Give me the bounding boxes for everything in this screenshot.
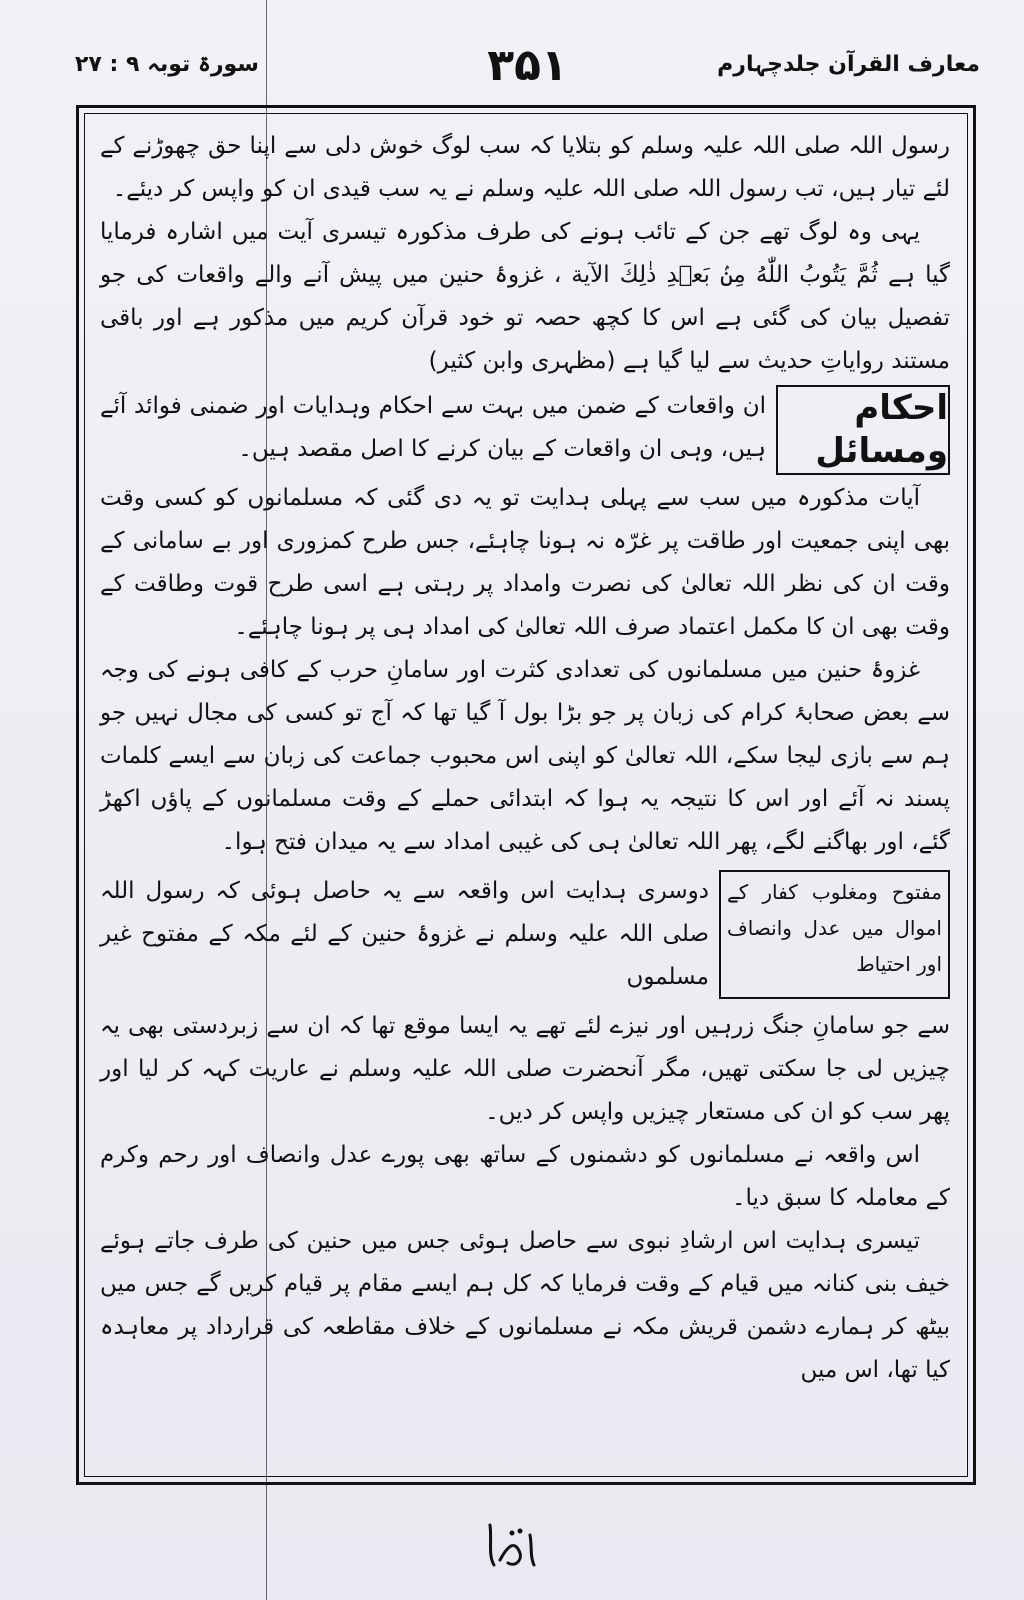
side-note-box: مفتوح ومغلوب کفار کے اموال میں عدل وانصاف اور احتیاط — [719, 870, 950, 999]
page-header — [75, 40, 980, 100]
paragraph-4: غزوۂ حنین میں مسلمانوں کی تعدادی کثرت اور سامانِ حرب کے کافی ہونے کی وجہ سے بعض صحابۂ کرام کی زبان پر جو بڑا بول آ گیا تھا کہ آج تو کسی کی مجال نہیں جو ہم سے بازی لیجا سکے، اللہ تعالیٰ کو اپنی اس محبوب جماعت کی زبان سے ایسے کلمات پسند نہ آئے اور اس کا نتیجہ یہ ہوا کہ ابتدائی حملے کے وقت مسلمانوں کے پاؤں اکھڑ گئے، اور بھاگنے لگے، پھر اللہ تعالیٰ ہی کی غیبی امداد سے یہ میدان فتح ہوا۔ — [100, 657, 950, 855]
paragraph-5: سے جو سامانِ جنگ زرہیں اور نیزے لئے تھے یہ ایسا موقع تھا کہ ان سے زبردستی بھی یہ چیزیں لی جا سکتی تھیں، مگر آنحضرت صلی اللہ علیہ وسلم نے عاریت کہہ کر لیا اور پھر سب کو ان کی مستعار چیزیں واپس کر دیں۔ — [100, 1013, 950, 1125]
main-text — [100, 125, 950, 1392]
page-number: ۳۵۱ — [487, 40, 568, 91]
paragraph-7: تیسری ہدایت اس ارشادِ نبوی سے حاصل ہوئی جس میں حنین کی طرف جاتے ہوئے خیف بنی کنانہ میں قیام کے وقت فرمایا کہ کل ہم ایسے مقام پر قیام کریں گے جس میں بیٹھ کر ہمارے دشمن قریش مکہ نے مسلمانوں کے خلاف مقاطعہ کی قرارداد پر معاہدہ کیا تھا، اس میں — [100, 1228, 950, 1383]
ahkam-section — [100, 385, 950, 475]
ahkam-intro: ان واقعات کے ضمن میں بہت سے احکام وہدایات اور ضمنی فوائد آئے ہیں، وہی ان واقعات کے بیان کرنے کا اصل مقصد ہیں۔ — [100, 393, 766, 462]
paragraph-3: آیات مذکورہ میں سب سے پہلی ہدایت تو یہ دی گئی کہ مسلمانوں کو کسی وقت بھی اپنی جمعیت اور طاقت پر غرّہ نہ ہونا چاہئے، جس طرح کمزوری اور بے سامانی کے وقت ان کی نظر اللہ تعالیٰ کی نصرت وامداد پر رہتی ہے اسی طرح قوت وطاقت کے وقت بھی ان کا مکمل اعتماد صرف اللہ تعالیٰ کی امداد ہی پر ہونا چاہئے۔ — [100, 485, 950, 640]
ahkam-heading: احکام ومسائل — [776, 385, 950, 475]
paragraph-2: یہی وہ لوگ تھے جن کے تائب ہونے کی طرف مذکورہ تیسری آیت میں اشارہ فرمایا گیا ہے ثُمَّ يَتُوبُ اللّٰهُ مِنۢ بَعۡدِ ذٰلِكَ الآية ، غزوۂ حنین میں پیش آنے والے واقعات کی جو تفصیل بیان کی گئی ہے اس کا کچھ حصہ تو خود قرآن کریم میں مذکور ہے اور باقی مستند روایاتِ حدیث سے لیا گیا ہے (مظہری وابن کثیر) — [100, 219, 950, 374]
handwritten-signature — [460, 1515, 560, 1575]
side-note-section — [100, 870, 950, 999]
book-title: معارف القرآن جلدچہارم — [717, 52, 980, 77]
side-note-text: دوسری ہدایت اس واقعہ سے یہ حاصل ہوئی کہ رسول اللہ صلی اللہ علیہ وسلم نے غزوۂ حنین کے لئے مکہ کے مفتوح غیر مسلموں — [100, 878, 709, 990]
paragraph-1: رسول اللہ صلی اللہ علیہ وسلم کو بتلایا کہ سب لوگ خوش دلی سے اپنا حق چھوڑنے کے لئے تیار ہیں، تب رسول اللہ صلی اللہ علیہ وسلم نے یہ سب قیدی ان کو واپس کر دیئے۔ — [100, 133, 950, 202]
paragraph-6: اس واقعہ نے مسلمانوں کو دشمنوں کے ساتھ بھی پورے عدل وانصاف اور رحم وکرم کے معاملہ کا سبق دیا۔ — [100, 1142, 950, 1211]
surah-reference: سورۃ توبہ ۹ : ۲۷ — [75, 52, 259, 77]
